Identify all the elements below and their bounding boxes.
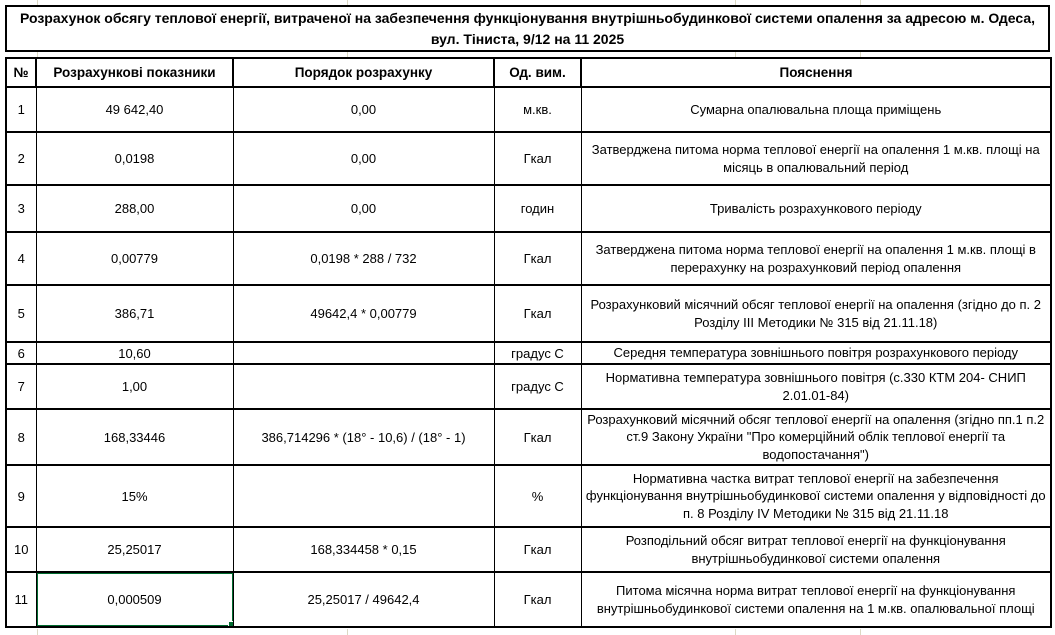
row-number-cell[interactable]: 4 [6, 232, 36, 285]
indicator-cell[interactable]: 1,00 [36, 364, 233, 409]
row-number-cell[interactable]: 3 [6, 185, 36, 232]
header-indicator[interactable]: Розрахункові показники [36, 58, 233, 87]
indicator-cell[interactable]: 10,60 [36, 342, 233, 364]
method-cell[interactable]: 0,0198 * 288 / 732 [233, 232, 494, 285]
unit-cell[interactable]: Гкал [494, 409, 581, 465]
header-num[interactable]: № [6, 58, 36, 87]
indicator-cell[interactable]: 0,0198 [36, 132, 233, 185]
indicator-cell[interactable]: 15% [36, 465, 233, 527]
explanation-cell[interactable]: Сумарна опалювальна площа приміщень [581, 87, 1051, 132]
explanation-cell[interactable]: Розрахунковий місячний обсяг теплової енергії на опалення (згідно до п. 2 Розділу III Методики № 315 від 21.11.18) [581, 285, 1051, 342]
method-cell[interactable]: 0,00 [233, 185, 494, 232]
unit-cell[interactable]: Гкал [494, 132, 581, 185]
row-number-cell[interactable]: 10 [6, 527, 36, 572]
unit-cell[interactable]: Гкал [494, 232, 581, 285]
method-cell[interactable]: 0,00 [233, 87, 494, 132]
unit-cell[interactable]: Гкал [494, 527, 581, 572]
table-row [6, 132, 1051, 185]
unit-cell[interactable]: % [494, 465, 581, 527]
selection-border [36, 572, 233, 627]
header-row [6, 58, 1051, 87]
header-explanation[interactable]: Пояснення [581, 58, 1051, 87]
method-cell[interactable] [233, 364, 494, 409]
unit-cell[interactable]: Гкал [494, 572, 581, 627]
unit-cell[interactable]: градус С [494, 342, 581, 364]
explanation-cell[interactable]: Середня температура зовнішнього повітря розрахункового періоду [581, 342, 1051, 364]
explanation-cell[interactable]: Розрахунковий місячний обсяг теплової енергії на опалення (згідно пп.1 п.2 ст.9 Закону України "Про комерційний облік теплової енергії та водопостачання") [581, 409, 1051, 465]
indicator-cell[interactable]: 386,71 [36, 285, 233, 342]
row-number-cell[interactable]: 2 [6, 132, 36, 185]
explanation-cell[interactable]: Розподільний обсяг витрат теплової енергії на функціонування внутрішньобудинкової системи опалення [581, 527, 1051, 572]
row-number-cell[interactable]: 9 [6, 465, 36, 527]
sheet-title[interactable]: Розрахунок обсягу теплової енергії, витраченої на забезпечення функціонування внутрішньобудинкової системи опалення за адресою м. Одеса, вул. Тіниста, 9/12 на 11 2025 [5, 5, 1050, 52]
explanation-cell[interactable]: Нормативна частка витрат теплової енергії на забезпечення функціонування внутрішньобудинкової системи опалення у відповідності до п. 8 Розділу IV Методики № 315 від 21.11.18 [581, 465, 1051, 527]
sheet-gridline [735, 629, 736, 635]
table-row [6, 527, 1051, 572]
table-row [6, 465, 1051, 527]
sheet-gridline [860, 629, 861, 635]
table-row [6, 285, 1051, 342]
method-cell[interactable]: 168,334458 * 0,15 [233, 527, 494, 572]
unit-cell[interactable]: Гкал [494, 285, 581, 342]
indicator-cell[interactable]: 168,33446 [36, 409, 233, 465]
header-method[interactable]: Порядок розрахунку [233, 58, 494, 87]
table-row [6, 232, 1051, 285]
explanation-cell[interactable]: Затверджена питома норма теплової енергії на опалення 1 м.кв. площі на місяць в опалювальний період [581, 132, 1051, 185]
table-row [6, 87, 1051, 132]
indicator-cell[interactable]: 49 642,40 [36, 87, 233, 132]
selected-cell[interactable]: 0,000509 [36, 572, 233, 627]
row-number-cell[interactable]: 1 [6, 87, 36, 132]
method-cell[interactable] [233, 465, 494, 527]
table-row [6, 409, 1051, 465]
explanation-cell[interactable]: Питома місячна норма витрат теплової енергії на функціонування внутрішньобудинкової системи опалення на 1 м.кв. опалювальної площі [581, 572, 1051, 627]
method-cell[interactable]: 0,00 [233, 132, 494, 185]
unit-cell[interactable]: м.кв. [494, 87, 581, 132]
sheet-gridline [37, 629, 38, 635]
header-unit[interactable]: Од. вим. [494, 58, 581, 87]
method-cell[interactable] [233, 342, 494, 364]
row-number-cell[interactable]: 6 [6, 342, 36, 364]
table-row [6, 342, 1051, 364]
table-row [6, 364, 1051, 409]
row-number-cell[interactable]: 5 [6, 285, 36, 342]
calculation-table [5, 57, 1052, 628]
explanation-cell[interactable]: Тривалість розрахункового періоду [581, 185, 1051, 232]
row-number-cell[interactable]: 11 [6, 572, 36, 627]
indicator-cell[interactable]: 288,00 [36, 185, 233, 232]
method-cell[interactable]: 49642,4 * 0,00779 [233, 285, 494, 342]
indicator-cell[interactable]: 25,25017 [36, 527, 233, 572]
indicator-cell[interactable]: 0,00779 [36, 232, 233, 285]
unit-cell[interactable]: годин [494, 185, 581, 232]
row-number-cell[interactable]: 8 [6, 409, 36, 465]
explanation-cell[interactable]: Нормативна температура зовнішнього повітря (с.330 КТМ 204- СНИП 2.01.01-84) [581, 364, 1051, 409]
row-number-cell[interactable]: 7 [6, 364, 36, 409]
explanation-cell[interactable]: Затверджена питома норма теплової енергії на опалення 1 м.кв. площі в перерахунку на розрахунковий період опалення [581, 232, 1051, 285]
table-row [6, 185, 1051, 232]
unit-cell[interactable]: градус С [494, 364, 581, 409]
method-cell[interactable]: 25,25017 / 49642,4 [233, 572, 494, 627]
table-row [6, 572, 1051, 627]
sheet-gridline [347, 629, 348, 635]
method-cell[interactable]: 386,714296 * (18° - 10,6) / (18° - 1) [233, 409, 494, 465]
